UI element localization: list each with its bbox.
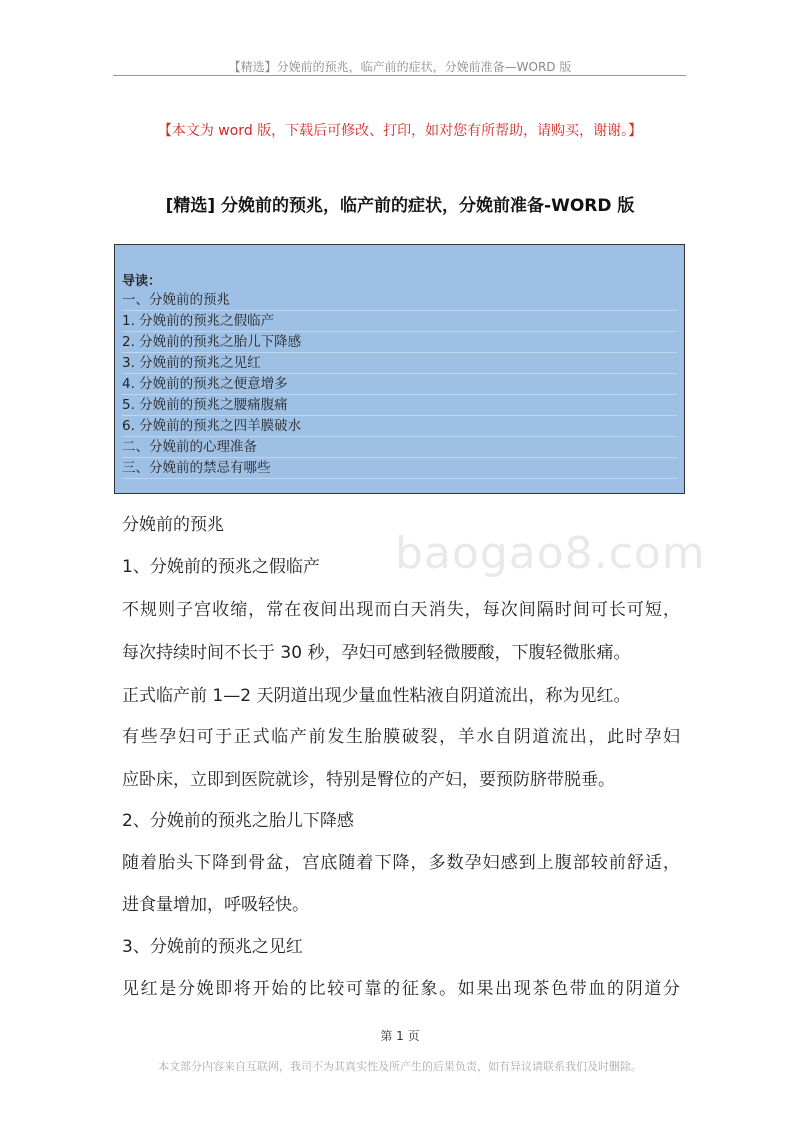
subsection-heading: 3、分娩前的预兆之见红: [122, 937, 303, 957]
paragraph-line: 不规则子宫收缩，常在夜间出现而白天消失，每次间隔时间可长可短，: [122, 600, 680, 620]
header-divider: [113, 75, 686, 76]
download-notice: 【本文为 word 版，下载后可修改、打印，如对您有所帮助，请购买，谢谢。】: [157, 123, 643, 139]
toc-item: 1. 分娩前的预兆之假临产: [122, 311, 677, 332]
page-number: 第 1 页: [380, 1029, 420, 1043]
toc-item: 一、分娩前的预兆: [122, 290, 677, 311]
subsection-heading: 2、分娩前的预兆之胎儿下降感: [122, 811, 354, 831]
toc-item: 4. 分娩前的预兆之便意增多: [122, 374, 677, 395]
table-of-contents: [114, 244, 685, 494]
subsection-heading: 1、分娩前的预兆之假临产: [122, 557, 320, 577]
paragraph-line: 见红是分娩即将开始的比较可靠的征象。如果出现茶色带血的阴道分: [122, 979, 680, 999]
toc-item: 3. 分娩前的预兆之见红: [122, 353, 677, 374]
document-title: [精选] 分娩前的预兆，临产前的症状，分娩前准备-WORD 版: [165, 196, 635, 216]
toc-label: 导读：: [122, 274, 162, 289]
running-header: 【精选】分娩前的预兆，临产前的症状，分娩前准备—WORD 版: [228, 60, 572, 74]
footer-disclaimer: 本文部分内容来自互联网，我司不为其真实性及所产生的后果负责，如有异议请联系我们及时删除。: [158, 1060, 642, 1073]
paragraph-line: 每次持续时间不长于 30 秒，孕妇可感到轻微腰酸，下腹轻微胀痛。: [122, 643, 631, 663]
section-heading: 分娩前的预兆: [122, 515, 224, 535]
watermark: baogao8.com: [395, 528, 706, 579]
paragraph-line: 应卧床，立即到医院就诊，特别是臀位的产妇，要预防脐带脱垂。: [122, 770, 615, 790]
paragraph-line: 正式临产前 1—2 天阴道出现少量血性粘液自阴道流出，称为见红。: [122, 686, 631, 706]
toc-item: 6. 分娩前的预兆之四羊膜破水: [122, 416, 677, 437]
paragraph-line: 随着胎头下降到骨盆，宫底随着下降，多数孕妇感到上腹部较前舒适，: [122, 853, 680, 873]
toc-item: 三、分娩前的禁忌有哪些: [122, 458, 677, 479]
paragraph-line: 有些孕妇可于正式临产前发生胎膜破裂，羊水自阴道流出，此时孕妇: [122, 727, 680, 747]
toc-item: 2. 分娩前的预兆之胎儿下降感: [122, 332, 677, 353]
toc-item: 二、分娩前的心理准备: [122, 437, 677, 458]
toc-item: 5. 分娩前的预兆之腰痛腹痛: [122, 395, 677, 416]
paragraph-line: 进食量增加，呼吸轻快。: [122, 895, 309, 915]
